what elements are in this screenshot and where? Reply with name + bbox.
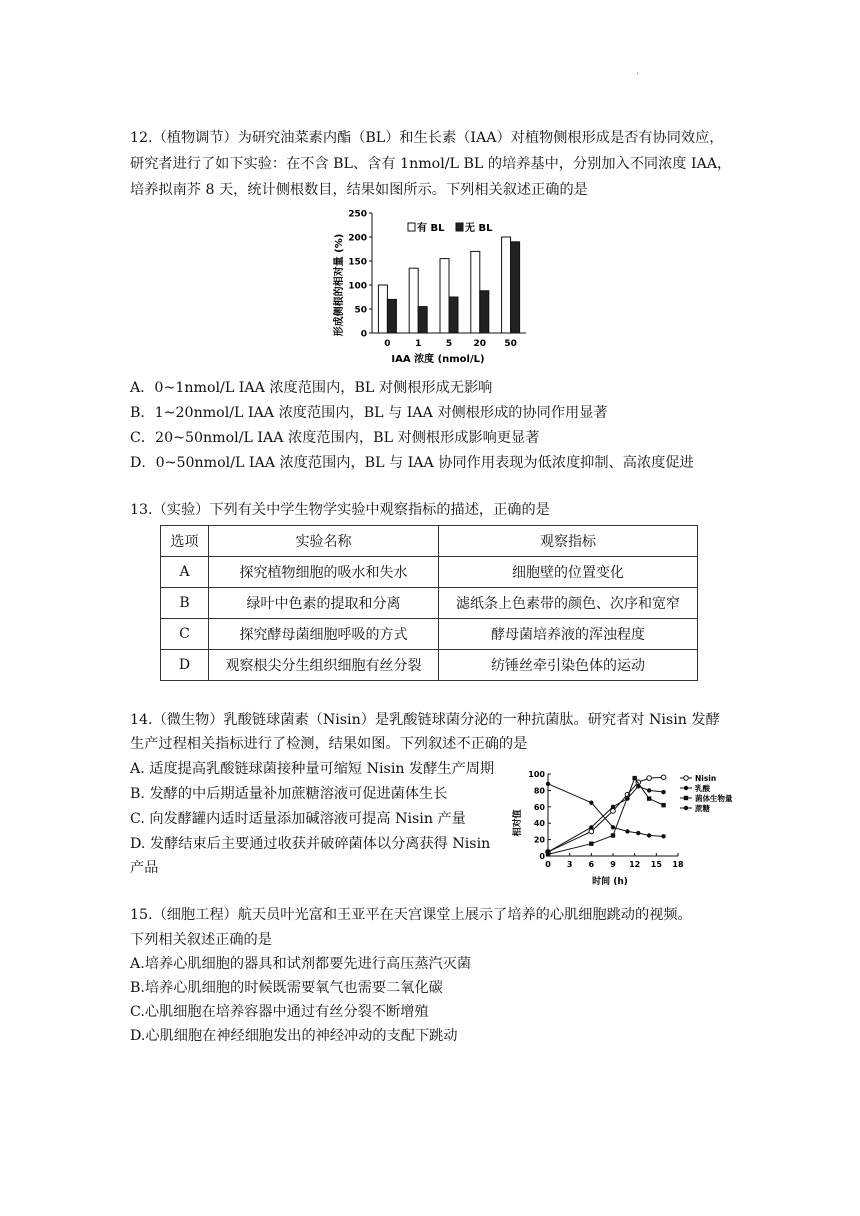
- q15-stem-line-2: 下列相关叙述正确的是: [130, 932, 272, 948]
- q14-chart-xlabel: 时间 (h): [592, 877, 628, 887]
- q14-option-c: C. 向发酵罐内适时适量添加碱溶液可提高 Nisin 产量: [130, 811, 466, 827]
- q14-x-tick-label: 9: [610, 860, 616, 869]
- q14-x-tick-label: 0: [545, 860, 551, 869]
- q12-y-tick-label: 150: [348, 257, 367, 268]
- q14-x-tick-label: 3: [566, 860, 573, 869]
- row-indicator: 纺锤丝牵引染色体的运动: [439, 650, 698, 681]
- q14-x-tick-label: 6: [588, 860, 595, 869]
- q12-bar-with-bl: [378, 285, 387, 333]
- table-row: [161, 557, 698, 588]
- row-experiment: 探究植物细胞的吸水和失水: [209, 557, 439, 588]
- q12-x-tick-label: 50: [504, 339, 517, 349]
- q12-chart-xlabel: IAA 浓度 (nmol/L): [391, 354, 485, 365]
- experiment-table: [160, 525, 698, 681]
- q14-point-nisin: [589, 829, 594, 834]
- q14-point-lactic-acid: [611, 805, 615, 809]
- q14-line-sucrose: [548, 784, 664, 836]
- q12-bar-with-bl: [471, 251, 480, 333]
- row-option: D: [161, 650, 209, 681]
- q14-line-nisin: [548, 777, 664, 852]
- q14-point-lactic-acid: [661, 790, 665, 794]
- table-row: [161, 619, 698, 650]
- q14-legend-marker: [684, 796, 688, 800]
- q12-bar-without-bl: [511, 242, 520, 333]
- q14-point-sucrose: [589, 801, 593, 805]
- q14-point-sucrose: [636, 831, 640, 835]
- row-indicator: 酵母菌培养液的浑浊程度: [439, 619, 698, 650]
- q14-point-lactic-acid: [589, 825, 593, 829]
- q12-legend-swatch: [408, 223, 415, 231]
- q12-bar-chart: [330, 205, 530, 365]
- q12-bar-with-bl: [440, 259, 449, 333]
- header-dot: .: [636, 66, 640, 77]
- q12-option-a: A．0~1nmol/L IAA 浓度范围内，BL 对侧根形成无影响: [130, 380, 493, 396]
- q12-bar-with-bl: [409, 268, 418, 333]
- q12-bar-without-bl: [418, 307, 427, 333]
- q14-legend-marker: [684, 776, 689, 781]
- q14-point-sucrose: [546, 782, 550, 786]
- q14-point-sucrose: [647, 833, 651, 837]
- q12-y-tick-label: 50: [354, 305, 367, 316]
- q14-option-a: A. 适度提高乳酸链球菌接种量可缩短 Nisin 发酵生产周期: [130, 761, 495, 777]
- row-indicator: 细胞壁的位置变化: [439, 557, 698, 588]
- q12-stem-line-3: 培养拟南芥 8 天，统计侧根数目，结果如图所示。下列相关叙述正确的是: [130, 182, 588, 198]
- q12-bar-without-bl: [449, 297, 458, 333]
- q14-point-lactic-acid: [647, 788, 651, 792]
- q12-option-b: B．1~20nmol/L IAA 浓度范围内，BL 与 IAA 对侧根形成的协同作用显著: [130, 405, 608, 421]
- q14-point-nisin: [661, 775, 666, 780]
- q12-y-tick-label: 250: [348, 209, 367, 220]
- q12-x-tick-label: 1: [415, 339, 422, 349]
- q12-option-d: D．0~50nmol/L IAA 浓度范围内，BL 与 IAA 协同作用表现为低浓度抑制、高浓度促进: [130, 455, 694, 471]
- q12-bar-without-bl: [387, 299, 396, 333]
- q14-y-tick-label: 100: [528, 770, 545, 779]
- q14-stem-line-2: 生产过程相关指标进行了检测，结果如图。下列叙述不正确的是: [130, 736, 528, 752]
- q15-option-b: B.培养心肌细胞的时候既需要氧气也需要二氧化碳: [130, 980, 443, 996]
- q12-x-tick-label: 5: [445, 339, 453, 349]
- table-row: [161, 650, 698, 681]
- q14-legend-label: 乳酸: [695, 784, 710, 793]
- q12-y-tick-label: 0: [360, 329, 367, 340]
- table-row: [161, 588, 698, 619]
- q12-chart-ylabel: 形成侧根的相对量 (%): [334, 233, 345, 337]
- q12-y-tick-label: 100: [348, 281, 367, 292]
- row-indicator: 滤纸条上色素带的颜色、次序和宽窄: [439, 588, 698, 619]
- q14-legend-marker: [684, 786, 688, 790]
- q14-point-biomass: [611, 833, 615, 837]
- q14-point-biomass: [647, 796, 651, 800]
- q14-point-sucrose: [625, 829, 629, 833]
- q14-y-tick-label: 40: [533, 819, 545, 829]
- header-experiment: 实验名称: [209, 526, 439, 557]
- q14-legend-label: 菌体生物量: [695, 794, 733, 803]
- q14-point-biomass: [589, 842, 593, 846]
- row-option: C: [161, 619, 209, 650]
- q14-x-tick-label: 12: [629, 860, 641, 869]
- q12-x-tick-label: 0: [384, 339, 391, 349]
- q14-option-d-cont: 产品: [130, 860, 159, 876]
- q14-y-tick-label: 60: [533, 802, 545, 812]
- q15-stem-line-1: 15.（细胞工程）航天员叶光富和王亚平在天宫课堂上展示了培养的心肌细胞跳动的视频。: [130, 907, 692, 923]
- q14-chart-ylabel: 相对值: [513, 809, 523, 837]
- q12-legend-label: 有 BL: [417, 223, 445, 234]
- row-option: A: [161, 557, 209, 588]
- q14-x-tick-label: 15: [650, 860, 662, 869]
- q12-stem-line-1: 12.（植物调节）为研究油菜素内酯（BL）和生长素（IAA）对植物侧根形成是否有协同效应，: [130, 130, 724, 146]
- row-experiment: 观察根尖分生组织细胞有丝分裂: [209, 650, 439, 681]
- q14-point-nisin: [611, 809, 616, 814]
- q13-stem: 13.（实验）下列有关中学生物学实验中观察指标的描述，正确的是: [130, 502, 550, 518]
- q12-x-tick-label: 20: [473, 339, 487, 349]
- header-indicator: 观察指标: [439, 526, 698, 557]
- q14-legend-marker: [684, 806, 688, 810]
- q14-point-nisin: [647, 776, 652, 781]
- row-option: B: [161, 588, 209, 619]
- q12-stem-line-2: 研究者进行了如下实验：在不含 BL、含有 1nmol/L BL 的培养基中，分别加入不同浓度 IAA，: [130, 156, 732, 172]
- q14-y-tick-label: 0: [539, 852, 545, 861]
- q14-option-b: B. 发酵的中后期适量补加蔗糖溶液可促进菌体生长: [130, 786, 448, 802]
- q14-point-biomass: [661, 803, 665, 807]
- q14-point-sucrose: [661, 834, 665, 838]
- q14-stem-line-1: 14.（微生物）乳酸链球菌素（Nisin）是乳酸链球菌分泌的一种抗菌肽。研究者对 Nisin 发酵: [130, 712, 720, 728]
- q12-legend-label: 无 BL: [465, 223, 493, 234]
- q12-bar-with-bl: [502, 237, 511, 333]
- q14-line-chart: [510, 768, 733, 888]
- q14-x-tick-label: 18: [672, 860, 684, 869]
- row-experiment: 绿叶中色素的提取和分离: [209, 588, 439, 619]
- header-option: 选项: [161, 526, 209, 557]
- q14-point-sucrose: [611, 825, 615, 829]
- q15-option-c: C.心肌细胞在培养容器中通过有丝分裂不断增殖: [130, 1004, 429, 1020]
- q14-option-d: D. 发酵结束后主要通过收获并破碎菌体以分离获得 Nisin: [130, 836, 491, 852]
- q14-point-biomass: [632, 776, 636, 780]
- q12-bar-without-bl: [480, 291, 489, 333]
- q15-option-d: D.心肌细胞在神经细胞发出的神经冲动的支配下跳动: [130, 1028, 458, 1044]
- row-experiment: 探究酵母菌细胞呼吸的方式: [209, 619, 439, 650]
- table-header-row: [161, 526, 698, 557]
- q14-legend-label: 蔗糖: [695, 804, 710, 813]
- q14-legend-label: Nisin: [695, 774, 717, 783]
- q12-option-c: C．20~50nmol/L IAA 浓度范围内，BL 对侧根形成影响更显著: [130, 430, 540, 446]
- q14-y-tick-label: 80: [533, 786, 545, 796]
- q12-y-tick-label: 200: [348, 233, 367, 244]
- q15-option-a: A.培养心肌细胞的器具和试剂都要先进行高压蒸汽灭菌: [130, 956, 472, 972]
- q14-y-tick-label: 20: [533, 835, 545, 845]
- q12-legend-swatch: [456, 223, 463, 231]
